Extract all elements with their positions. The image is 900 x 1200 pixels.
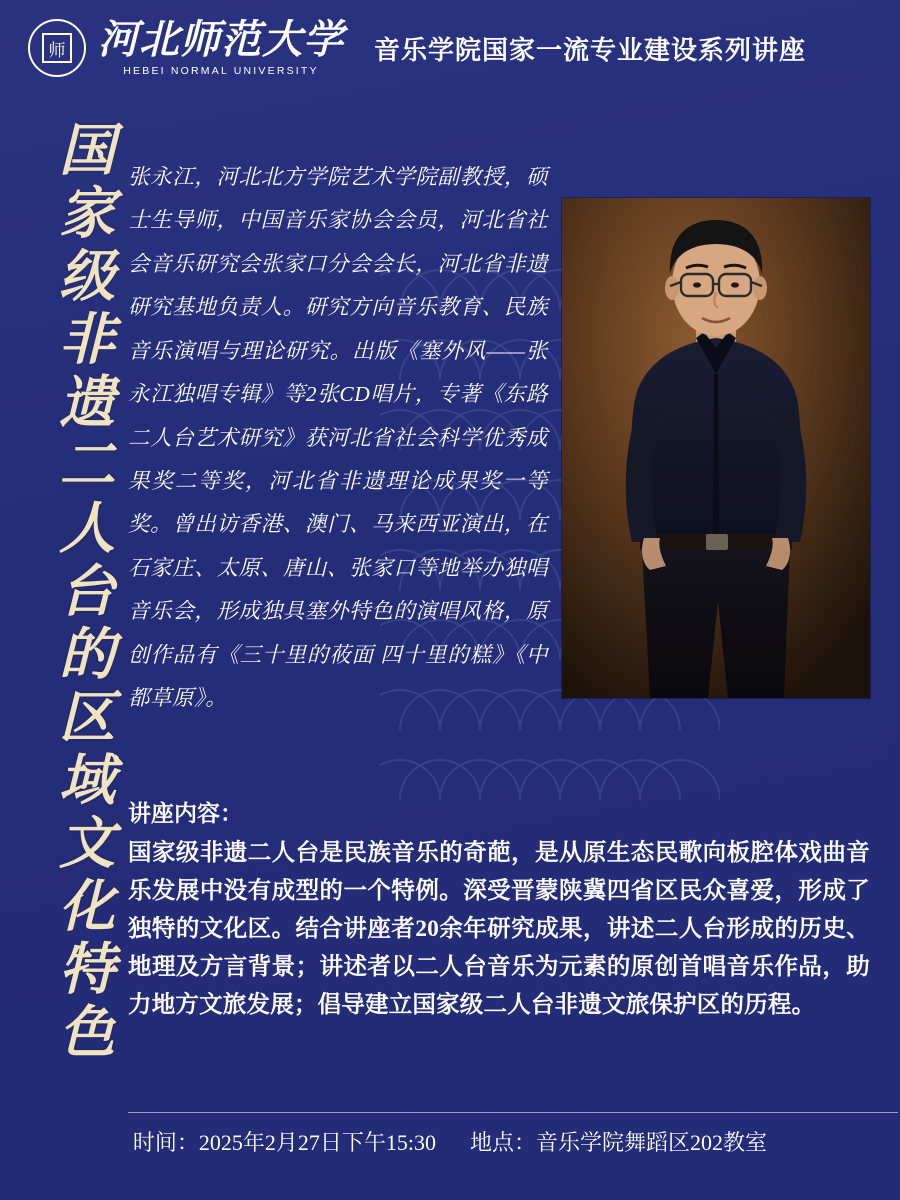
seal-character: 师 — [42, 33, 72, 63]
poster-footer — [0, 1126, 900, 1157]
speaker-biography: 张永江，河北北方学院艺术学院副教授，硕士生导师，中国音乐家协会会员，河北省社会音乐研究会张家口分会会长，河北省非遗研究基地负责人。研究方向音乐教育、民族音乐演唱与理论研究。出版《塞外风——张永江独唱专辑》等2张CD唱片，专著《东路二人台艺术研究》获河北省社会科学优秀成果奖二等奖，河北省非遗理论成果奖一等奖。曾出访香港、澳门、马来西亚演出，在石家庄、太原、唐山、张家口等地举办独唱音乐会，形成独具塞外特色的演唱风格，原创作品有《三十里的莜面 四十里的糕》《中都草原》。 — [128, 165, 548, 711]
lecture-content-block — [128, 795, 870, 1024]
university-name-en: HEBEI NORMAL UNIVERSITY — [123, 64, 319, 77]
speaker-portrait-illustration — [562, 198, 870, 698]
speaker-portrait — [562, 198, 870, 698]
lecture-time: 时间：2025年2月27日下午15:30 — [132, 1130, 437, 1155]
poster-vertical-title: 国家级非遗二人台的区域文化特色 — [51, 120, 113, 1065]
university-logo — [28, 16, 344, 77]
university-name-cn: 河北师范大学 — [98, 16, 344, 62]
lecture-content-body: 国家级非遗二人台是民族音乐的奇葩，是从原生态民歌向板腔体戏曲音乐发展中没有成型的一个特例。深受晋蒙陕冀四省区民众喜爱，形成了独特的文化区。结合讲座者20余年研究成果，讲述二人台形成的历史、地理及方言背景；讲述者以二人台音乐为元素的原创首唱音乐作品，助力地方文旅发展；倡导建立国家级二人台非遗文旅保护区的历程。 — [128, 840, 870, 1019]
footer-divider — [128, 1112, 898, 1113]
lecture-content-label: 讲座内容： — [128, 801, 243, 826]
university-name-block — [98, 16, 344, 77]
poster-header — [0, 0, 900, 96]
university-seal-icon — [28, 19, 86, 77]
series-title: 音乐学院国家一流专业建设系列讲座 — [374, 35, 807, 65]
lecture-place: 地点：音乐学院舞蹈区202教室 — [470, 1130, 768, 1155]
